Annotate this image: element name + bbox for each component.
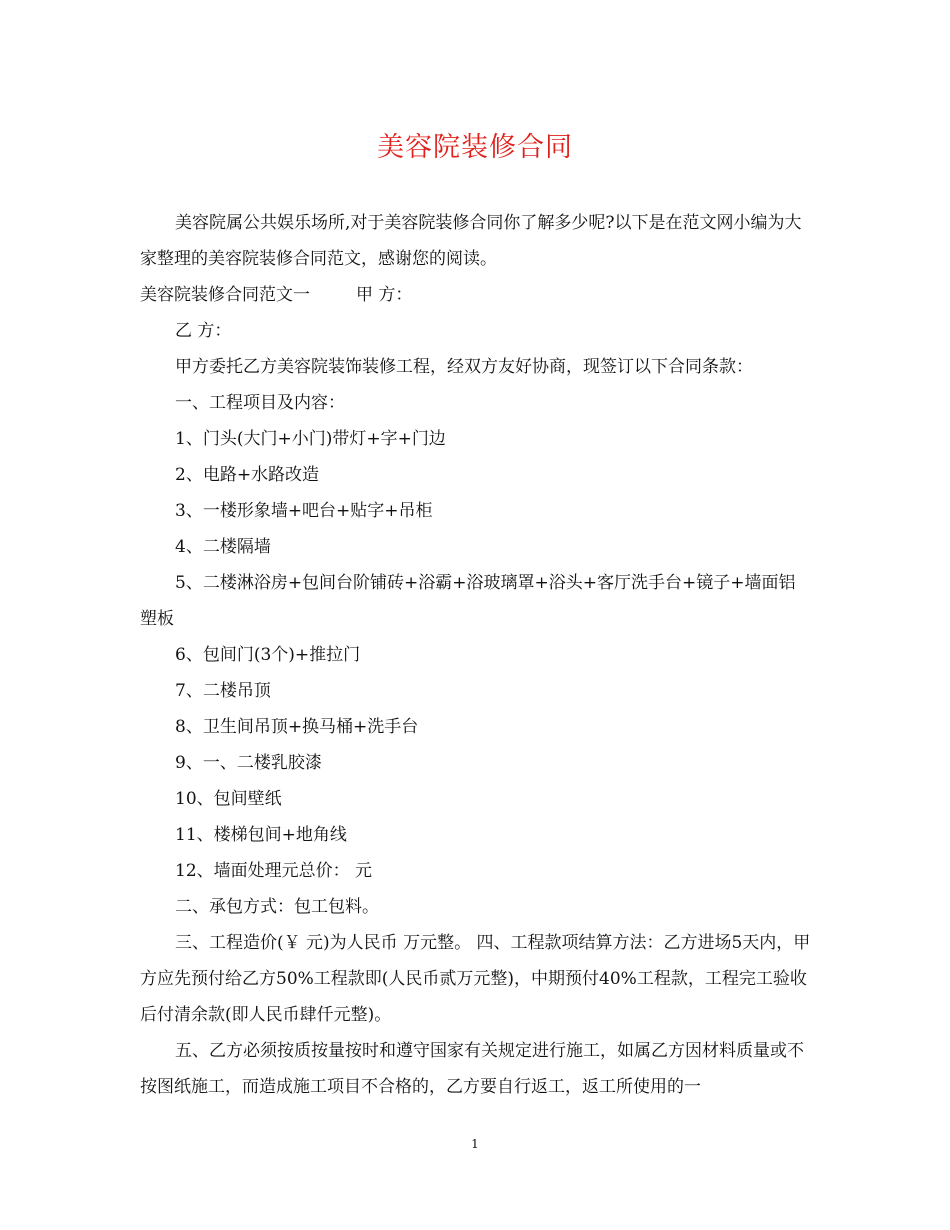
list-item: 11、楼梯包间+地角线 [175, 825, 347, 845]
list-item: 9、一、二楼乳胶漆 [175, 753, 322, 773]
list-item: 8、卫生间吊顶+换马桶+洗手台 [175, 717, 419, 737]
document-title: 美容院装修合同 [377, 132, 573, 163]
document-body [140, 205, 812, 1105]
section-5-paragraph: 五、乙方必须按质按量按时和遵守国家有关规定进行施工，如属乙方因材料质量或不按图纸施工，而造成施工项目不合格的，乙方要自行返工，返工所使用的一 [140, 1041, 804, 1097]
section-1-heading: 一、工程项目及内容： [175, 393, 345, 413]
page-number: 1 [471, 1137, 479, 1151]
intro-paragraph: 美容院属公共娱乐场所,对于美容院装修合同你了解多少呢?以下是在范文网小编为大家整理的美容院装修合同范文，感谢您的阅读。 [140, 213, 802, 269]
party-a-label: 甲 方： [356, 285, 413, 305]
sample-heading: 美容院装修合同范文一 [140, 285, 310, 305]
list-item: 10、包间壁纸 [175, 789, 282, 809]
list-item: 3、一楼形象墙+吧台+贴字+吊柜 [175, 501, 433, 521]
list-item: 2、电路+水路改造 [175, 465, 320, 485]
list-item: 4、二楼隔墙 [175, 537, 271, 557]
section-3-4-paragraph: 三、工程造价(￥ 元)为人民币 万元整。 四、工程款项结算方法：乙方进场5天内，甲方应先预付给乙方50%工程款即(人民币贰万元整)，中期预付40%工程款，工程完工验收后付清余款(即人民币肆仟元整)。 [140, 933, 811, 1025]
entrust-paragraph: 甲方委托乙方美容院装饰装修工程，经双方友好协商，现签订以下合同条款： [175, 357, 753, 377]
list-item: 6、包间门(3个)+推拉门 [175, 645, 361, 665]
sample-heading-line [140, 277, 812, 313]
party-b-label: 乙 方： [175, 321, 232, 341]
list-item: 7、二楼吊顶 [175, 681, 271, 701]
list-item: 5、二楼淋浴房+包间台阶铺砖+浴霸+浴玻璃罩+浴头+客厅洗手台+镜子+墙面铝塑板 [140, 573, 796, 629]
section-2-paragraph: 二、承包方式：包工包料。 [175, 897, 379, 917]
list-item: 12、墙面处理元总价： 元 [175, 861, 373, 881]
list-item: 1、门头(大门+小门)带灯+字+门边 [175, 429, 446, 449]
